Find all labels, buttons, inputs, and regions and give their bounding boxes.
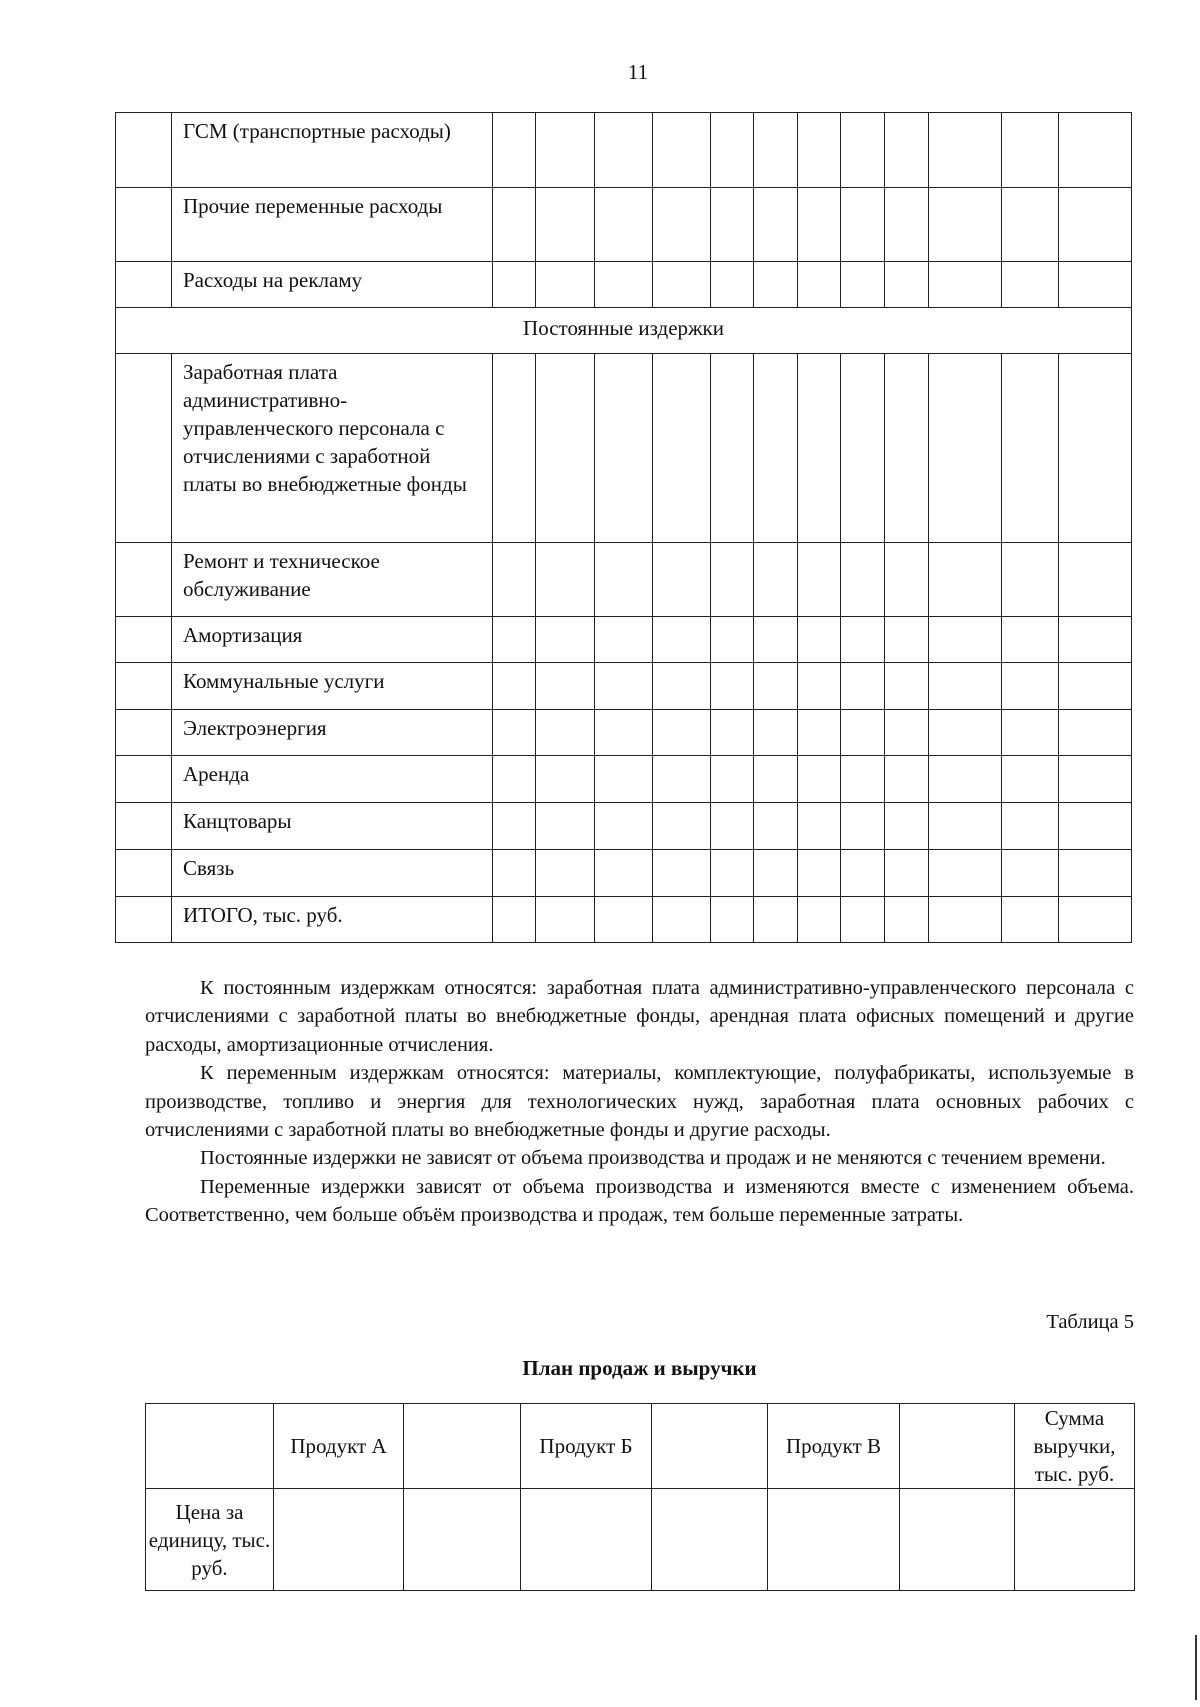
cell bbox=[929, 897, 1002, 943]
cell bbox=[1002, 803, 1059, 850]
cell bbox=[929, 188, 1002, 262]
cell bbox=[929, 803, 1002, 850]
cell bbox=[1002, 188, 1059, 262]
cell bbox=[536, 113, 595, 188]
cell bbox=[885, 113, 929, 188]
cell bbox=[1002, 543, 1059, 617]
cell bbox=[1059, 113, 1132, 188]
cell bbox=[711, 803, 754, 850]
cell bbox=[1059, 710, 1132, 756]
cell bbox=[885, 710, 929, 756]
cell bbox=[711, 113, 754, 188]
row-label: Аренда bbox=[172, 756, 493, 803]
cell bbox=[1059, 756, 1132, 803]
section-row bbox=[116, 308, 1132, 354]
cell bbox=[929, 262, 1002, 308]
cell bbox=[595, 897, 653, 943]
table-row bbox=[116, 354, 1132, 543]
sales-plan-table bbox=[145, 1403, 1135, 1591]
cell bbox=[1059, 897, 1132, 943]
cell bbox=[536, 756, 595, 803]
row-number-cell bbox=[116, 354, 172, 543]
cell bbox=[798, 803, 841, 850]
cell bbox=[536, 663, 595, 710]
cell bbox=[595, 803, 653, 850]
cell bbox=[493, 543, 536, 617]
cell bbox=[841, 663, 885, 710]
cell bbox=[711, 543, 754, 617]
page-number: 11 bbox=[627, 60, 649, 84]
cell bbox=[493, 803, 536, 850]
row-label: Заработная плата административно-управленческого персонала с отчислениями с заработной платы во внебюджетные фонды bbox=[172, 354, 493, 543]
cell bbox=[1002, 262, 1059, 308]
cell bbox=[929, 663, 1002, 710]
cell bbox=[1059, 803, 1132, 850]
row-number-cell bbox=[116, 803, 172, 850]
cell bbox=[798, 113, 841, 188]
cell bbox=[595, 663, 653, 710]
cell bbox=[798, 188, 841, 262]
cell bbox=[595, 543, 653, 617]
row-label: Коммунальные услуги bbox=[172, 663, 493, 710]
paragraph-fixed-costs: К постоянным издержкам относятся: заработная плата административно-управленческого персонала с отчислениями с заработной платы во внебюджетные фонды, арендная плата офисных помещений и другие расходы, амортизационные отчисления. bbox=[145, 977, 1134, 1056]
cell bbox=[798, 663, 841, 710]
cell bbox=[536, 897, 595, 943]
header-product-a: Продукт А bbox=[274, 1404, 404, 1489]
header-cell bbox=[146, 1404, 274, 1489]
cell bbox=[274, 1489, 404, 1591]
row-number-cell bbox=[116, 710, 172, 756]
body-text bbox=[145, 974, 1134, 1230]
table-row bbox=[116, 897, 1132, 943]
cell bbox=[900, 1489, 1015, 1591]
cell bbox=[885, 756, 929, 803]
cell bbox=[595, 850, 653, 897]
cell bbox=[754, 617, 798, 663]
cell bbox=[754, 262, 798, 308]
cell bbox=[595, 617, 653, 663]
cell bbox=[929, 543, 1002, 617]
cell bbox=[1002, 756, 1059, 803]
cell bbox=[536, 262, 595, 308]
cell bbox=[885, 188, 929, 262]
cell bbox=[711, 710, 754, 756]
table-row bbox=[116, 756, 1132, 803]
cell bbox=[404, 1489, 521, 1591]
cell bbox=[841, 543, 885, 617]
row-label: Связь bbox=[172, 850, 493, 897]
header-product-v: Продукт В bbox=[768, 1404, 900, 1489]
cell bbox=[711, 756, 754, 803]
paragraph-variable-costs: К переменным издержкам относятся: материалы, комплектующие, полуфабрикаты, используемые в производстве, топливо и энергия для технологических нужд, заработная плата основных рабочих с отчислениями с заработной платы во внебюджетные фонды и другие расходы. bbox=[145, 1062, 1134, 1142]
table-number: Таблица 5 bbox=[1046, 1311, 1134, 1333]
header-product-b: Продукт Б bbox=[521, 1404, 652, 1489]
row-number-cell bbox=[116, 113, 172, 188]
cell bbox=[536, 188, 595, 262]
cell bbox=[1002, 113, 1059, 188]
cell bbox=[841, 188, 885, 262]
table-row bbox=[116, 113, 1132, 188]
cell bbox=[754, 897, 798, 943]
cell bbox=[1002, 850, 1059, 897]
cell bbox=[885, 850, 929, 897]
cell bbox=[841, 850, 885, 897]
cell bbox=[653, 850, 711, 897]
cell bbox=[929, 354, 1002, 543]
row-label: ГСМ (транспортные расходы) bbox=[172, 113, 493, 188]
row-label: Канцтовары bbox=[172, 803, 493, 850]
cell bbox=[653, 262, 711, 308]
cell bbox=[521, 1489, 652, 1591]
cell bbox=[536, 803, 595, 850]
cell bbox=[798, 850, 841, 897]
cell bbox=[493, 850, 536, 897]
cell bbox=[536, 710, 595, 756]
cell bbox=[536, 543, 595, 617]
cell bbox=[536, 354, 595, 543]
cell bbox=[1002, 710, 1059, 756]
cell bbox=[768, 1489, 900, 1591]
cell bbox=[1059, 850, 1132, 897]
cell bbox=[754, 803, 798, 850]
cell bbox=[885, 663, 929, 710]
cell bbox=[798, 543, 841, 617]
cell bbox=[841, 710, 885, 756]
cell bbox=[798, 262, 841, 308]
section-heading: Постоянные издержки bbox=[116, 308, 1132, 354]
cell bbox=[754, 354, 798, 543]
cell bbox=[1015, 1489, 1135, 1591]
cell bbox=[929, 756, 1002, 803]
cell bbox=[929, 850, 1002, 897]
row-label: Расходы на рекламу bbox=[172, 262, 493, 308]
table-row bbox=[116, 803, 1132, 850]
cell bbox=[653, 617, 711, 663]
cell bbox=[1002, 897, 1059, 943]
cell bbox=[653, 113, 711, 188]
cell bbox=[711, 850, 754, 897]
cell bbox=[885, 354, 929, 543]
cell bbox=[885, 543, 929, 617]
cell bbox=[1002, 617, 1059, 663]
cell bbox=[711, 188, 754, 262]
cell bbox=[754, 663, 798, 710]
row-label-price: Цена за единицу, тыс. руб. bbox=[146, 1489, 274, 1591]
row-label: Прочие переменные расходы bbox=[172, 188, 493, 262]
cell bbox=[754, 543, 798, 617]
cell bbox=[653, 710, 711, 756]
header-cell bbox=[652, 1404, 768, 1489]
scan-margin-mark bbox=[1195, 1635, 1197, 1700]
cell bbox=[841, 803, 885, 850]
paragraph-fixed-costs-note: Постоянные издержки не зависят от объема производства и продаж и не меняются с течением времени. bbox=[200, 1147, 1106, 1170]
cell bbox=[711, 663, 754, 710]
cell bbox=[841, 113, 885, 188]
cell bbox=[653, 663, 711, 710]
row-number-cell bbox=[116, 756, 172, 803]
cell bbox=[885, 617, 929, 663]
cell bbox=[493, 710, 536, 756]
cell bbox=[493, 663, 536, 710]
cell bbox=[929, 113, 1002, 188]
cell bbox=[841, 617, 885, 663]
cell bbox=[595, 262, 653, 308]
cell bbox=[493, 897, 536, 943]
row-label: Ремонт и техническое обслуживание bbox=[172, 543, 493, 617]
cell bbox=[754, 188, 798, 262]
cell bbox=[798, 897, 841, 943]
cell bbox=[841, 354, 885, 543]
cell bbox=[1059, 354, 1132, 543]
row-label: Электроэнергия bbox=[172, 710, 493, 756]
cell bbox=[493, 354, 536, 543]
cell bbox=[595, 188, 653, 262]
cell bbox=[1059, 543, 1132, 617]
header-cell bbox=[900, 1404, 1015, 1489]
cell bbox=[493, 188, 536, 262]
cell bbox=[754, 756, 798, 803]
cell bbox=[493, 617, 536, 663]
row-number-cell bbox=[116, 850, 172, 897]
row-number-cell bbox=[116, 262, 172, 308]
row-label: ИТОГО, тыс. руб. bbox=[172, 897, 493, 943]
cell bbox=[841, 756, 885, 803]
cell bbox=[493, 756, 536, 803]
table-row bbox=[116, 543, 1132, 617]
cell bbox=[653, 756, 711, 803]
cell bbox=[1059, 262, 1132, 308]
row-label: Амортизация bbox=[172, 617, 493, 663]
cell bbox=[595, 756, 653, 803]
table-row bbox=[116, 710, 1132, 756]
table-row bbox=[116, 850, 1132, 897]
cell bbox=[1059, 617, 1132, 663]
cell bbox=[595, 113, 653, 188]
cell bbox=[1002, 354, 1059, 543]
cell bbox=[536, 617, 595, 663]
cell bbox=[1059, 188, 1132, 262]
cell bbox=[754, 710, 798, 756]
cell bbox=[711, 897, 754, 943]
cell bbox=[711, 617, 754, 663]
cell bbox=[493, 262, 536, 308]
row-number-cell bbox=[116, 617, 172, 663]
cell bbox=[711, 262, 754, 308]
cell bbox=[754, 850, 798, 897]
cell bbox=[493, 113, 536, 188]
cell bbox=[653, 543, 711, 617]
cell bbox=[798, 756, 841, 803]
cell bbox=[1002, 663, 1059, 710]
cell bbox=[885, 897, 929, 943]
cell bbox=[536, 850, 595, 897]
header-cell bbox=[404, 1404, 521, 1489]
cell bbox=[595, 710, 653, 756]
cell bbox=[711, 354, 754, 543]
cell bbox=[1059, 663, 1132, 710]
table-title: План продаж и выручки bbox=[522, 1356, 757, 1380]
cell bbox=[653, 188, 711, 262]
row-number-cell bbox=[116, 543, 172, 617]
table-row bbox=[116, 617, 1132, 663]
table-row bbox=[116, 262, 1132, 308]
cell bbox=[595, 354, 653, 543]
cell bbox=[798, 354, 841, 543]
cell bbox=[929, 617, 1002, 663]
cell bbox=[754, 113, 798, 188]
cell bbox=[652, 1489, 768, 1591]
cell bbox=[798, 617, 841, 663]
cell bbox=[885, 803, 929, 850]
cost-table bbox=[115, 112, 1132, 943]
cell bbox=[798, 710, 841, 756]
row-number-cell bbox=[116, 188, 172, 262]
row-number-cell bbox=[116, 663, 172, 710]
row-number-cell bbox=[116, 897, 172, 943]
cell bbox=[841, 262, 885, 308]
cell bbox=[653, 803, 711, 850]
paragraph-variable-costs-note: Переменные издержки зависят от объема производства и изменяются вместе с изменением объема. Соответственно, чем больше объём производства и продаж, тем больше переменные затраты. bbox=[145, 1175, 1134, 1227]
header-revenue-sum: Сумма выручки, тыс. руб. bbox=[1015, 1404, 1135, 1489]
cell bbox=[653, 354, 711, 543]
cell bbox=[841, 897, 885, 943]
cell bbox=[929, 710, 1002, 756]
table-row bbox=[116, 663, 1132, 710]
cell bbox=[653, 897, 711, 943]
cell bbox=[885, 262, 929, 308]
table-row bbox=[116, 188, 1132, 262]
